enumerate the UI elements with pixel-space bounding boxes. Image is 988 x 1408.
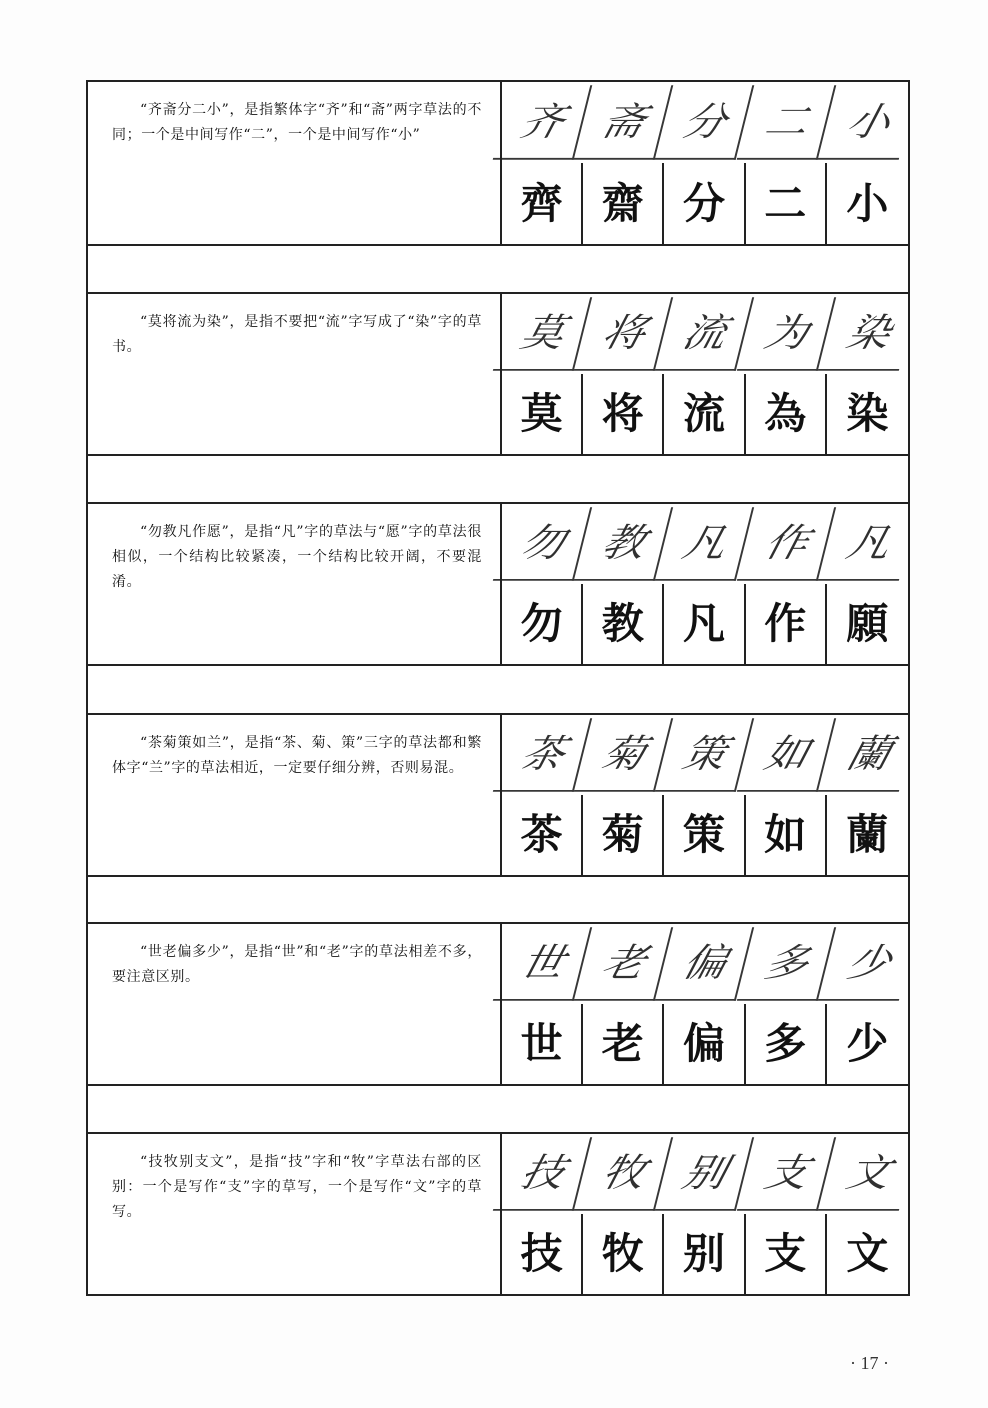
regular-char: 策	[664, 795, 745, 875]
regular-char: 少	[846, 1019, 889, 1068]
character-grid	[502, 82, 908, 244]
cursive-char: 技	[493, 1137, 593, 1211]
cursive-char: 二	[736, 85, 836, 160]
cursive-char: 偏	[655, 927, 755, 1001]
cursive-char: 凡	[655, 507, 755, 581]
regular-char: 為	[746, 374, 827, 454]
entry-block	[88, 713, 908, 877]
cursive-char: 齐	[493, 85, 593, 160]
regular-char: 偏	[664, 1004, 745, 1084]
regular-char: 菊	[583, 795, 664, 875]
regular-char: 作	[746, 584, 827, 664]
regular-char: 勿	[502, 584, 583, 664]
cursive-char: 染	[818, 297, 918, 371]
character-grid	[502, 1134, 908, 1294]
regular-char: 流	[664, 374, 745, 454]
entry-description: “勿教凡作愿”，是指“凡”字的草法与“愿”字的草法很相似，一个结构比较紧凑，一个结构比较开阔，不要混淆。	[88, 504, 502, 664]
page-number: · 17 ·	[850, 1353, 889, 1373]
entry-block	[88, 922, 908, 1086]
entry-description: “世老偏多少”，是指“世”和“老”字的草法相差不多，要注意区别。	[88, 924, 502, 1084]
regular-char: 莫	[502, 374, 583, 454]
regular-char: 蘭	[846, 810, 889, 859]
cursive-char: 为	[736, 297, 836, 371]
cursive-char: 凡	[818, 507, 918, 581]
cursive-char: 支	[736, 1137, 836, 1211]
regular-char: 将	[583, 374, 664, 454]
regular-char: 願	[846, 599, 889, 648]
entry-block	[88, 1132, 908, 1294]
entry-block	[88, 292, 908, 456]
cursive-char: 勿	[493, 507, 593, 581]
cursive-char: 莫	[493, 297, 593, 371]
regular-char: 如	[746, 795, 827, 875]
cursive-char: 茶	[493, 718, 593, 792]
cursive-char: 牧	[574, 1137, 674, 1211]
cursive-char: 别	[655, 1137, 755, 1211]
cursive-char: 将	[574, 297, 674, 371]
entry-description: “莫将流为染”，是指不要把“流”字写成了“染”字的草书。	[88, 294, 502, 454]
regular-char: 茶	[502, 795, 583, 875]
cursive-char: 流	[655, 297, 755, 371]
regular-char: 世	[502, 1004, 583, 1084]
character-grid	[502, 715, 908, 875]
regular-char: 二	[746, 163, 827, 244]
regular-char: 支	[746, 1214, 827, 1294]
character-grid	[502, 504, 908, 664]
character-grid	[502, 924, 908, 1084]
character-grid	[502, 294, 908, 454]
entry-block	[88, 502, 908, 666]
regular-char: 技	[502, 1214, 583, 1294]
cursive-char: 策	[655, 718, 755, 792]
regular-char: 别	[664, 1214, 745, 1294]
cursive-char: 菊	[574, 718, 674, 792]
cursive-char: 作	[736, 507, 836, 581]
regular-char: 老	[583, 1004, 664, 1084]
regular-char: 齋	[583, 163, 664, 244]
cursive-char: 世	[493, 927, 593, 1001]
entry-description: “齐斋分二小”，是指繁体字“齐”和“斋”两字草法的不同；一个是中间写作“二”，一个是中间写作“小”	[88, 82, 502, 244]
cursive-char: 蘭	[818, 718, 918, 792]
calligraphy-table	[86, 80, 910, 1296]
regular-char: 小	[846, 178, 889, 228]
regular-char: 多	[746, 1004, 827, 1084]
cursive-char: 多	[736, 927, 836, 1001]
entry-block	[88, 82, 908, 246]
cursive-char: 文	[818, 1137, 918, 1211]
cursive-char: 分	[655, 85, 755, 160]
regular-char: 牧	[583, 1214, 664, 1294]
cursive-char: 老	[574, 927, 674, 1001]
regular-char: 教	[583, 584, 664, 664]
regular-char: 分	[664, 163, 745, 244]
cursive-char: 少	[818, 927, 918, 1001]
cursive-char: 教	[574, 507, 674, 581]
cursive-char: 如	[736, 718, 836, 792]
cursive-char: 斋	[574, 85, 674, 160]
entry-description: “茶菊策如兰”，是指“茶、菊、策”三字的草法都和繁体字“兰”字的草法相近，一定要仔细分辨，否则易混。	[88, 715, 502, 875]
regular-char: 凡	[664, 584, 745, 664]
regular-char: 染	[846, 389, 889, 438]
regular-char: 文	[846, 1229, 889, 1278]
regular-char: 齊	[502, 163, 583, 244]
entry-description: “技牧别支文”，是指“技”字和“牧”字草法右部的区别：一个是写作“支”字的草写，一个是写作“文”字的草写。	[88, 1134, 502, 1294]
cursive-char: 小	[818, 85, 918, 160]
